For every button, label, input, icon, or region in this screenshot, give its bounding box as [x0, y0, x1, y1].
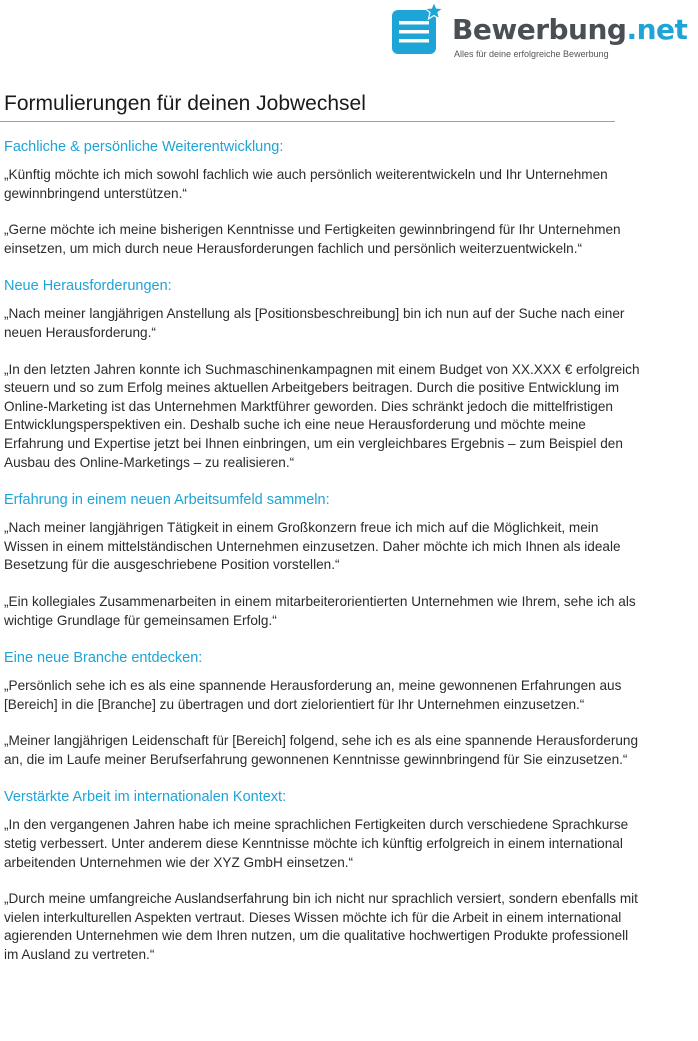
section-herausforderungen [4, 276, 644, 472]
section-neue-branche [4, 648, 644, 769]
phrase-paragraph: „Nach meiner langjährigen Tätigkeit in einem Großkonzern freue ich mich auf die Möglichkeit, mein Wissen in einem mittelständischen Unternehmen einzusetzen. Daher möchte ich mich Ihnen als ideale Besetzung für die ausgeschriebene Position vorstellen.“ [4, 520, 621, 573]
section-weiterentwicklung [4, 137, 644, 258]
section-arbeitsumfeld [4, 490, 644, 630]
phrase-paragraph: „Künftig möchte ich mich sowohl fachlich wie auch persönlich weiterentwickeln und Ihr Unternehmen gewinnbringend unterstützen.“ [4, 167, 608, 201]
brand-wordmark [452, 14, 687, 46]
phrase-paragraph: „In den letzten Jahren konnte ich Suchmaschinenkampagnen mit einem Budget von XX.XXX € erfolgreich steuern und so zum Erfolg meines aktuellen Arbeitgebers beitragen. Durch die positive Entwicklung im Online-Marketing ist das Unternehmen Marktführer geworden. Dies schränkt jedoch die mittelfristigen Entwicklungsperspektiven ein. Deshalb suche ich eine neue Herausforderung und möchte meine Erfahrung und Expertise jetzt bei Ihnen einbringen, um ein vergleichbares Ergebnis – zum Beispiel den Ausbau des Online-Marketings – zu realisieren.“ [4, 361, 640, 470]
section-heading: Verstärkte Arbeit im internationalen Kontext: [4, 789, 287, 806]
document-body [4, 137, 644, 983]
phrase-paragraph: „Ein kollegiales Zusammenarbeiten in einem mitarbeiterorientierten Unternehmen wie Ihrem, sehe ich als wichtige Grundlage für gemeinsamen Erfolg.“ [4, 593, 636, 628]
page-title: Formulierungen für deinen Jobwechsel [4, 92, 366, 115]
brand-tagline: Alles für deine erfolgreiche Bewerbung [454, 49, 609, 59]
section-heading: Fachliche & persönliche Weiterentwicklung: [4, 139, 284, 155]
phrase-paragraph: „Meiner langjährigen Leidenschaft für [Bereich] folgend, sehe ich es als eine spannende Herausforderung an, die im Laufe meiner Berufserfahrung gewonnenen Kenntnisse gewinnbringend für Sie einzusetzen.“ [4, 733, 639, 767]
section-heading: Neue Herausforderungen: [4, 278, 172, 295]
phrase-paragraph: „Gerne möchte ich meine bisherigen Kenntnisse und Fertigkeiten gewinnbringend für Ihr Unternehmen einsetzen, um mich durch neue Herausforderungen fachlich und persönlich weiterzuentwickeln.“ [4, 222, 621, 256]
brand-logo [390, 0, 696, 64]
title-divider [0, 121, 615, 122]
phrase-paragraph: „In den vergangenen Jahren habe ich meine sprachlichen Fertigkeiten durch verschiedene Sprachkurse stetig verbessert. Unter anderem diese Kenntnisse möchte ich künftig erfolgreich in einem international arbeitenden Unternehmen wie der XYZ GmbH einsetzen.“ [4, 817, 629, 870]
brand-name: Bewerbung [452, 13, 627, 46]
phrase-paragraph: „Persönlich sehe ich es als eine spannende Herausforderung an, meine gewonnenen Erfahrungen aus [Bereich] in die [Branche] zu übertragen und dort zielorientiert für Ihr Unternehmen einzusetzen.“ [4, 678, 622, 712]
document-list-icon [390, 0, 446, 62]
phrase-paragraph: „Nach meiner langjährigen Anstellung als [Positionsbeschreibung] bin ich nun auf der Suche nach einer neuen Herausforderung.“ [4, 306, 625, 340]
phrase-paragraph: „Durch meine umfangreiche Auslandserfahrung bin ich nicht nur sprachlich versiert, sondern ebenfalls mit vielen interkulturellen Aspekten vertraut. Dieses Wissen möchte ich für die Arbeit in einem international agierenden Unternehmen wie dem Ihren nutzen, um die qualitative hochwertigen Produkte professionell im Ausland zu vertreten.“ [4, 891, 638, 963]
brand-tld: .net [626, 13, 688, 46]
section-heading: Erfahrung in einem neuen Arbeitsumfeld sammeln: [4, 492, 330, 509]
section-international [4, 787, 644, 964]
section-heading: Eine neue Branche entdecken: [4, 650, 203, 667]
